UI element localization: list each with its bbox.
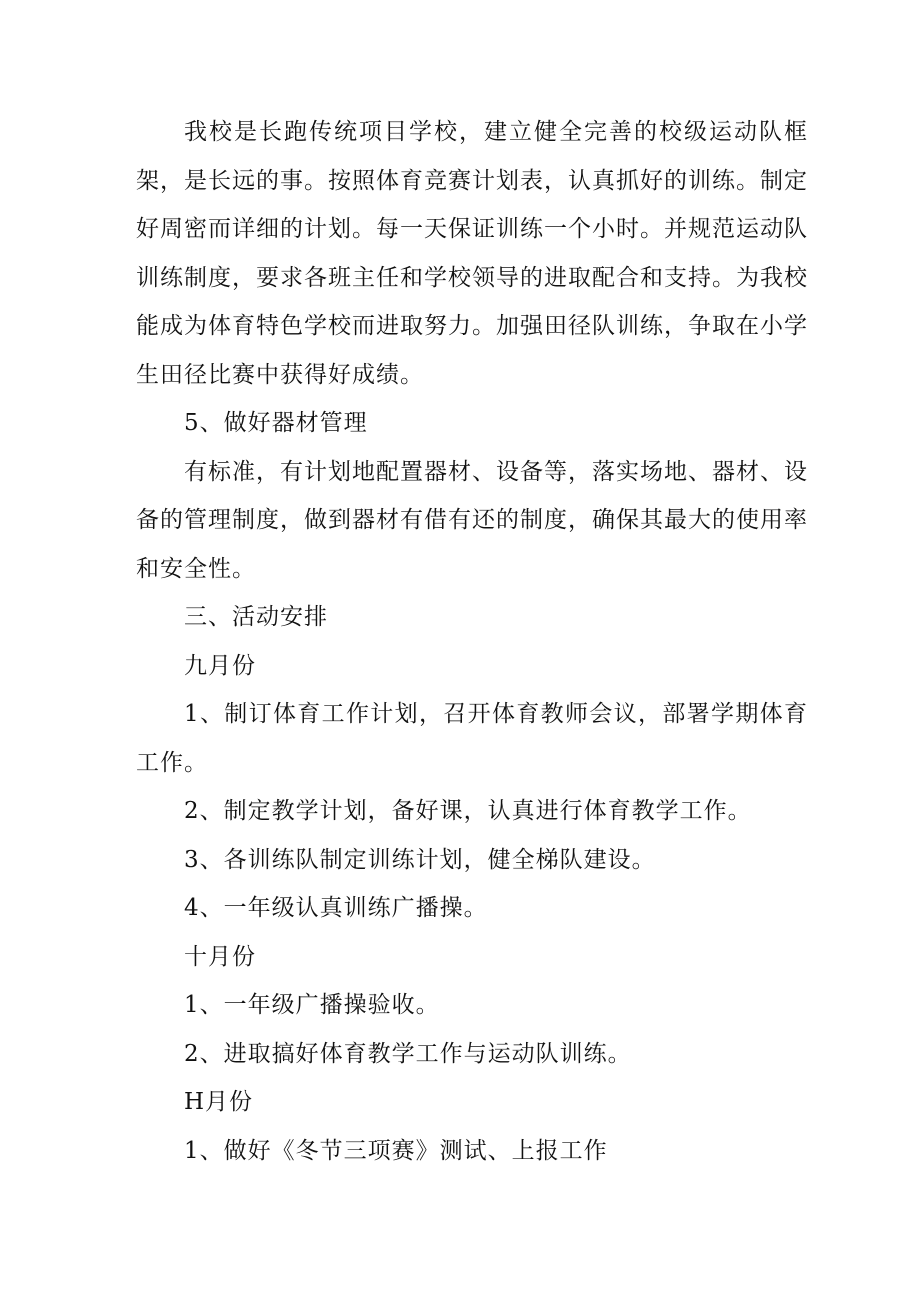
- list-item-oct-2: 2、进取搞好体育教学工作与运动队训练。: [184, 1040, 632, 1067]
- section-heading-equipment: 5、做好器材管理: [184, 410, 368, 436]
- paragraph-equipment-management: 有标准，有计划地配置器材、设备等，落实场地、器材、设备的管理制度，做到器材有借有还的制度，确保其最大的使用率和安全性。: [136, 458, 808, 582]
- month-heading-november: H月份: [184, 1089, 254, 1115]
- list-item-oct-1: 1、一年级广播操验收。: [184, 992, 440, 1018]
- list-item-nov-1: 1、做好《冬节三项赛》测试、上报工作: [184, 1137, 608, 1164]
- month-heading-october: 十月份: [184, 943, 256, 970]
- month-heading-september: 九月份: [184, 652, 256, 679]
- paragraph-training-team: 我校是长跑传统项目学校，建立健全完善的校级运动队框架，是长远的事。按照体育竞赛计划表，认真抓好的训练。制定好周密而详细的计划。每一天保证训练一个小时。并规范运动队训练制度，要求各班主任和学校领导的进取配合和支持。为我校能成为体育特色学校而进取努力。加强田径队训练，争取在小学生田径比赛中获得好成绩。: [136, 119, 808, 388]
- list-item-sept-1: 1、制订体育工作计划，召开体育教师会议，部署学期体育工作。: [136, 701, 808, 776]
- document-body: [136, 108, 808, 1175]
- list-item-sept-4: 4、一年级认真训练广播操。: [184, 895, 488, 921]
- list-item-sept-2: 2、制定教学计划，备好课，认真进行体育教学工作。: [184, 798, 752, 824]
- section-heading-activities: 三、活动安排: [184, 604, 328, 630]
- list-item-sept-3: 3、各训练队制定训练计划，健全梯队建设。: [184, 846, 656, 873]
